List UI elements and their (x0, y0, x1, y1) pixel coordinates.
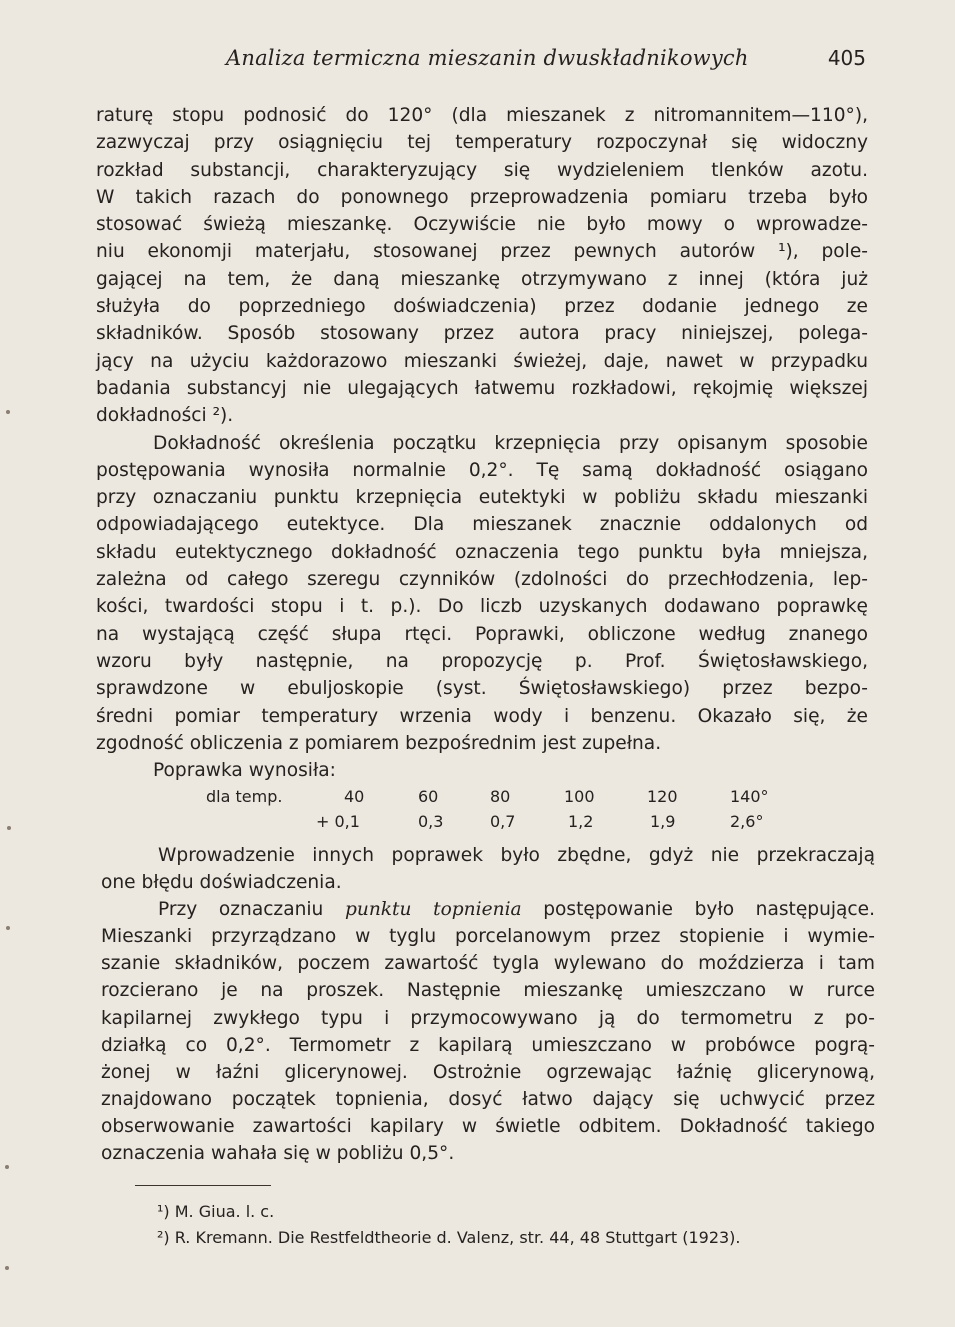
text-line: zależna od całego szeregu czynników (zdolności do przechłodzenia, lep- (96, 569, 868, 591)
text-line: żonej w łaźni glicerynowej. Ostrożnie ogrzewając łaźnię glicerynową, (101, 1061, 875, 1083)
text-line: rozcierano je na proszek. Następnie mieszankę umieszczano w rurce (101, 980, 875, 1002)
text-line: znajdowano początek topnienia, dosyć łatwo dający się uchwycić przez (101, 1088, 875, 1110)
text-line: obserwowanie zawartości kapilary w świetle odbitem. Dokładność takiego (101, 1115, 875, 1137)
table-cell: 100 (564, 787, 595, 806)
scan-speck (5, 1165, 9, 1169)
text-line: niu ekonomji materjału, stosowanej przez pewnych autorów ¹), pole- (96, 241, 868, 263)
footnote-mark: ¹) (157, 1202, 170, 1221)
footnote-divider (135, 1185, 271, 1186)
text-line: stosować świeżą mieszankę. Oczywiście nie było mowy o wprowadze- (96, 214, 868, 236)
footnote-text: M. Giua. l. c. (174, 1202, 275, 1221)
table-cell: + 0,1 (316, 812, 360, 831)
text-line: zgodność obliczenia z pomiarem bezpośrednim jest zupełna. (96, 732, 662, 754)
text-line: raturę stopu podnosić do 120° (dla mieszanek z nitromannitem—110°), (96, 105, 868, 126)
text-line: przy oznaczaniu punktu krzepnięcia eutektyki w pobliżu składu mieszanki (96, 487, 868, 509)
table-cell: 80 (490, 787, 511, 806)
text-line: kości, twardości stopu i t. p.). Do liczb uzyskanych dodawano poprawkę (96, 596, 868, 618)
footnotes (157, 1199, 877, 1251)
running-head (226, 46, 866, 76)
text-line: kapilarnej zwykłego typu i przymocowywano ją do termometru z po- (101, 1007, 875, 1029)
text-line: służyła do poprzedniego doświadczenia) przez dodanie jednego ze (96, 296, 868, 318)
body-text-upper (96, 102, 868, 784)
text-line: na wystającą część słupa rtęci. Poprawki, obliczone według znanego (96, 623, 868, 645)
correction-table (206, 787, 806, 841)
table-cell: 60 (418, 787, 439, 806)
footnote-item (157, 1199, 877, 1225)
footnote-text: R. Kremann. Die Restfeldtheorie d. Valenz, str. 44, 48 Stuttgart (1923). (174, 1228, 741, 1247)
table-row-label: dla temp. (206, 787, 283, 806)
table-cell: 40 (344, 787, 365, 806)
text-line: średni pomiar temperatury wrzenia wody i benzenu. Okazało się, że (96, 705, 868, 727)
text-line: sprawdzone w ebuljoskopie (syst. Świętosławskiego) przez bezpo- (96, 678, 868, 700)
running-title: Analiza termiczna mieszanin dwuskładnikowych (226, 46, 749, 70)
table-cell: 1,9 (650, 812, 676, 831)
text-line: badania substancyj nie ulegających łatwemu rozkładowi, rękojmię większej (96, 377, 868, 399)
footnote-mark: ²) (157, 1228, 170, 1247)
text-fragment: Przy oznaczaniu (158, 899, 324, 921)
table-cell: 0,3 (418, 812, 444, 831)
scan-speck (5, 1266, 9, 1270)
text-line: Wprowadzenie innych poprawek było zbędne, gdyż nie przekraczają (158, 845, 875, 866)
text-line: zazwyczaj przy osiągnięciu tej temperatury rozpoczynał się widoczny (96, 132, 868, 154)
table-cell: 2,6° (730, 812, 764, 831)
scan-speck (6, 926, 10, 930)
text-line: dokładności ²). (96, 405, 234, 427)
text-line: W takich razach do ponownego przeprowadzenia pomiaru trzeba było (96, 186, 868, 208)
text-line: Poprawka wynosiła: (153, 760, 336, 782)
text-line: składu eutektycznego dokładność oznaczenia tego punktu była mniejsza, (96, 541, 868, 563)
text-line: szanie składników, poczem zawartość tygla wylewano do moździerza i tam (101, 953, 875, 975)
page-number: 405 (827, 46, 866, 70)
text-line: gającej na tem, że daną mieszankę otrzymywano z innej (która już (96, 268, 868, 290)
table-cell: 120 (647, 787, 678, 806)
text-line-with-emphasis (101, 896, 875, 923)
text-line: rozkład substancji, charakteryzujący się wydzieleniem tlenków azotu. (96, 159, 868, 181)
table-cell: 140° (730, 787, 769, 806)
text-line: składników. Sposób stosowany przez autora pracy niniejszej, polega- (96, 323, 868, 345)
table-cell: 1,2 (568, 812, 594, 831)
footnote-item (157, 1225, 877, 1251)
text-line: Mieszanki przyrządzano w tyglu porcelanowym przez stopienie i wymie- (101, 926, 875, 948)
text-fragment: postępowanie było następujące. (543, 899, 875, 921)
text-line: wzoru były następnie, na propozycję p. Prof. Świętosławskiego, (96, 650, 868, 672)
text-line: odpowiadającego eutektyce. Dla mieszanek znacznie oddalonych od (96, 514, 868, 536)
table-cell: 0,7 (490, 812, 516, 831)
table-row-temperatures (206, 787, 806, 812)
text-line: oznaczenia wahała się w pobliżu 0,5°. (101, 1143, 455, 1165)
scan-speck (7, 826, 11, 830)
text-line: jący na użyciu każdorazowo mieszanki świeżej, daje, nawet w przypadku (96, 350, 868, 372)
text-line: postępowania wynosiła normalnie 0,2°. Tę samą dokładność osiągano (96, 459, 868, 481)
text-line: one błędu doświadczenia. (101, 872, 342, 894)
table-row-corrections (206, 812, 806, 837)
text-line: Dokładność określenia początku krzepnięcia przy opisanym sposobie (153, 432, 868, 454)
body-text-lower (101, 842, 875, 1167)
scan-speck (6, 410, 10, 414)
text-line: działką co 0,2°. Termometr z kapilarą umieszczano w probówce pogrą- (101, 1034, 875, 1056)
emphasized-term: punktu topnienia (344, 899, 522, 921)
